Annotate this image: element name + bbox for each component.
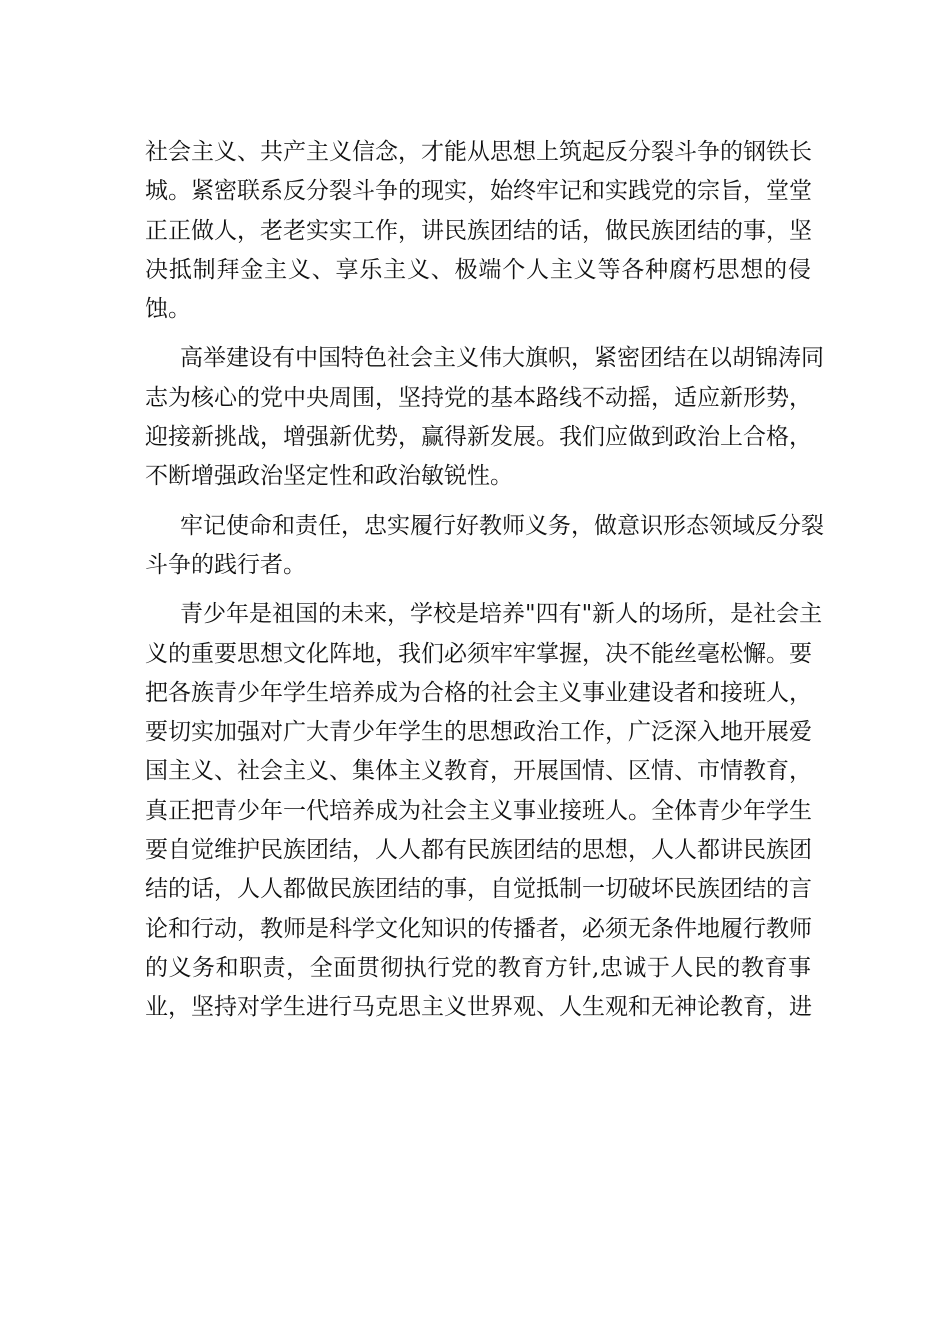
text-line: 迎接新挑战，增强新优势，赢得新发展。我们应做到政治上合格， xyxy=(145,424,812,451)
paragraph xyxy=(145,339,824,496)
text-line: 斗争的践行者。 xyxy=(145,551,306,578)
text-line: 结的话，人人都做民族团结的事，自觉抵制一切破坏民族团结的言 xyxy=(145,876,812,903)
paragraph xyxy=(145,133,811,329)
text-line: 高举建设有中国特色社会主义伟大旗帜，紧密团结在以胡锦涛同 xyxy=(180,345,824,372)
text-line: 社会主义、共产主义信念，才能从思想上筑起反分裂斗争的钢铁长 xyxy=(145,139,812,165)
text-line: 青少年是祖国的未来，学校是培养"四有"新人的场所，是社会主 xyxy=(180,601,823,628)
text-line: 业，坚持对学生进行马克思主义世界观、人生观和无神论教育，进 xyxy=(145,994,812,1021)
paragraph xyxy=(145,595,823,1027)
text-line: 义的重要思想文化阵地，我们必须牢牢掌握，决不能丝毫松懈。要 xyxy=(145,640,812,667)
text-line: 蚀。 xyxy=(145,296,191,323)
text-line: 真正把青少年一代培养成为社会主义事业接班人。全体青少年学生 xyxy=(145,797,812,824)
text-line: 不断增强政治坚定性和政治敏锐性。 xyxy=(145,463,513,490)
text-line: 国主义、社会主义、集体主义教育，开展国情、区情、市情教育， xyxy=(145,758,812,785)
paragraph xyxy=(145,507,824,586)
text-line: 的义务和职责，全面贯彻执行党的教育方针,忠诚于人民的教育事 xyxy=(145,954,811,981)
text-line: 城。紧密联系反分裂斗争的现实，始终牢记和实践党的宗旨，堂堂 xyxy=(145,178,812,205)
text-line: 要自觉维护民族团结，人人都有民族团结的思想，人人都讲民族团 xyxy=(145,837,812,864)
document-body xyxy=(145,133,824,1038)
text-line: 论和行动，教师是科学文化知识的传播者，必须无条件地履行教师 xyxy=(145,915,812,942)
text-line: 正正做人，老老实实工作，讲民族团结的话，做民族团结的事，坚 xyxy=(145,217,812,244)
text-line: 志为核心的党中央周围，坚持党的基本路线不动摇，适应新形势， xyxy=(145,384,812,411)
text-line: 牢记使命和责任，忠实履行好教师义务，做意识形态领域反分裂 xyxy=(180,512,824,539)
text-line: 决抵制拜金主义、享乐主义、极端个人主义等各种腐朽思想的侵 xyxy=(145,256,811,283)
text-line: 要切实加强对广大青少年学生的思想政治工作，广泛深入地开展爱 xyxy=(145,719,812,746)
text-line: 把各族青少年学生培养成为合格的社会主义事业建设者和接班人， xyxy=(145,679,812,706)
